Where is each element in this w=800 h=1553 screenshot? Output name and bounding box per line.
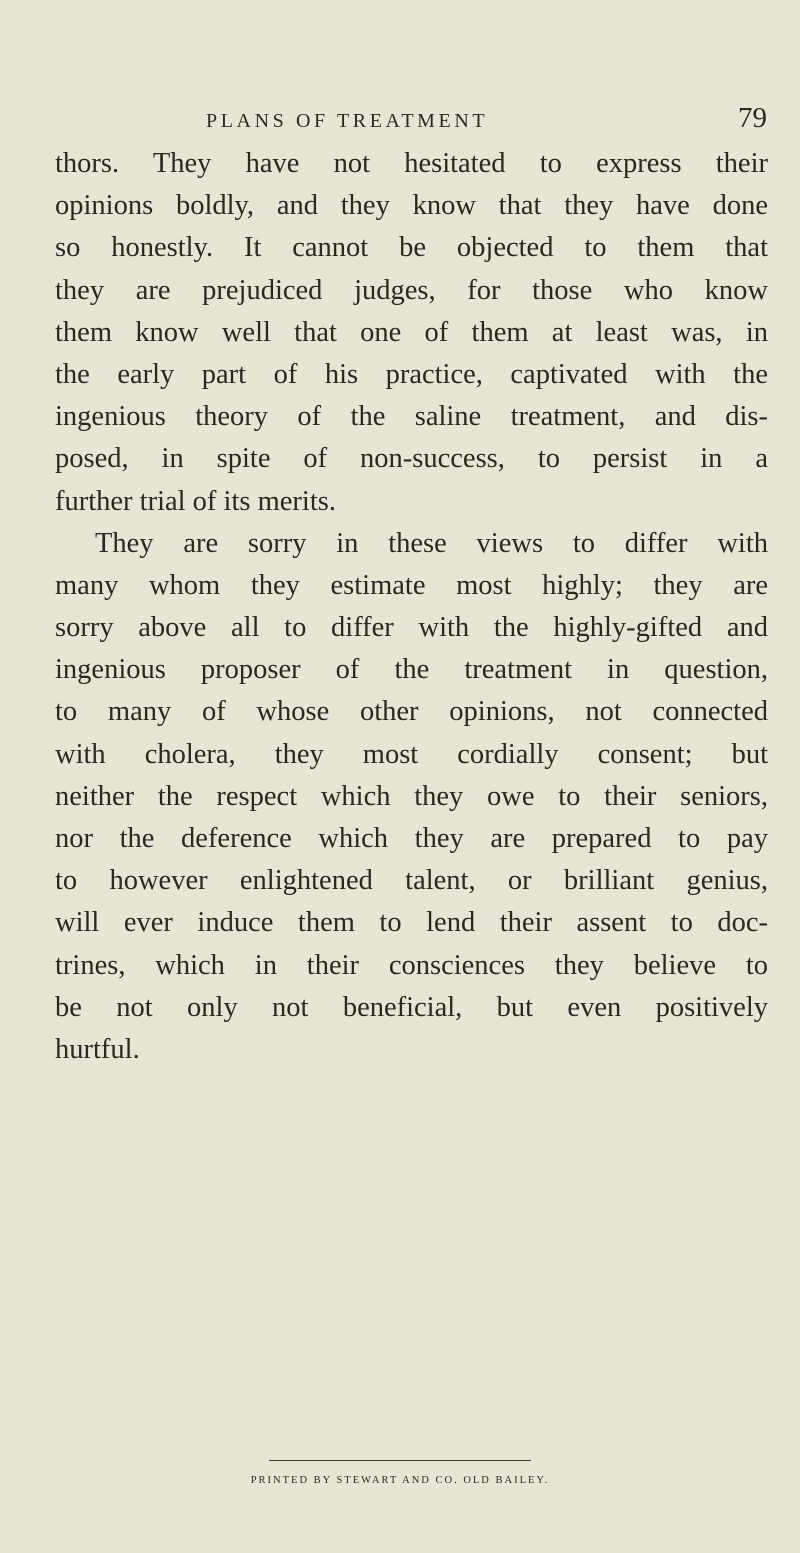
text-line: they are prejudiced judges, for those who know — [55, 274, 768, 306]
text-line: them know well that one of them at least was, in — [55, 316, 768, 348]
text-line: be not only not beneficial, but even positively — [55, 991, 768, 1023]
text-line: neither the respect which they owe to their seniors, — [55, 780, 768, 812]
text-line: to many of whose other opinions, not connected — [55, 696, 768, 728]
text-line: sorry above all to differ with the highly-gifted and — [55, 612, 768, 644]
paragraph-end-line: hurtful. — [55, 1033, 140, 1065]
text-line: trines, which in their consciences they believe to — [55, 949, 768, 981]
text-line: ingenious proposer of the treatment in question, — [55, 654, 768, 686]
text-line: posed, in spite of non-success, to persist in a — [55, 443, 768, 475]
running-head — [55, 102, 767, 142]
text-line: nor the deference which they are prepared to pay — [55, 823, 768, 854]
paragraph-end-line: further trial of its merits. — [55, 485, 336, 517]
text-line: to however enlightened talent, or brilliant genius, — [55, 865, 768, 897]
running-title: PLANS OF TREATMENT — [206, 110, 489, 132]
text-line: thors. They have not hesitated to express their — [55, 148, 768, 179]
text-line: will ever induce them to lend their assent to doc- — [55, 907, 768, 939]
imprint-rule — [269, 1460, 531, 1461]
page-number: 79 — [738, 102, 767, 134]
text-line: opinions boldly, and they know that they have done — [55, 190, 768, 222]
printer-imprint — [0, 1460, 800, 1488]
text-line: many whom they estimate most highly; they are — [55, 569, 768, 601]
text-line: ingenious theory of the saline treatment, and dis- — [55, 401, 768, 433]
body-text — [55, 143, 768, 1071]
text-line: with cholera, they most cordially consent; but — [55, 738, 768, 770]
paragraph-start-line: They are sorry in these views to differ with — [95, 527, 768, 559]
text-line: so honestly. It cannot be objected to them that — [55, 232, 768, 264]
text-line: the early part of his practice, captivated with the — [55, 358, 768, 390]
imprint-text: PRINTED BY STEWART AND CO. OLD BAILEY. — [250, 1475, 550, 1486]
